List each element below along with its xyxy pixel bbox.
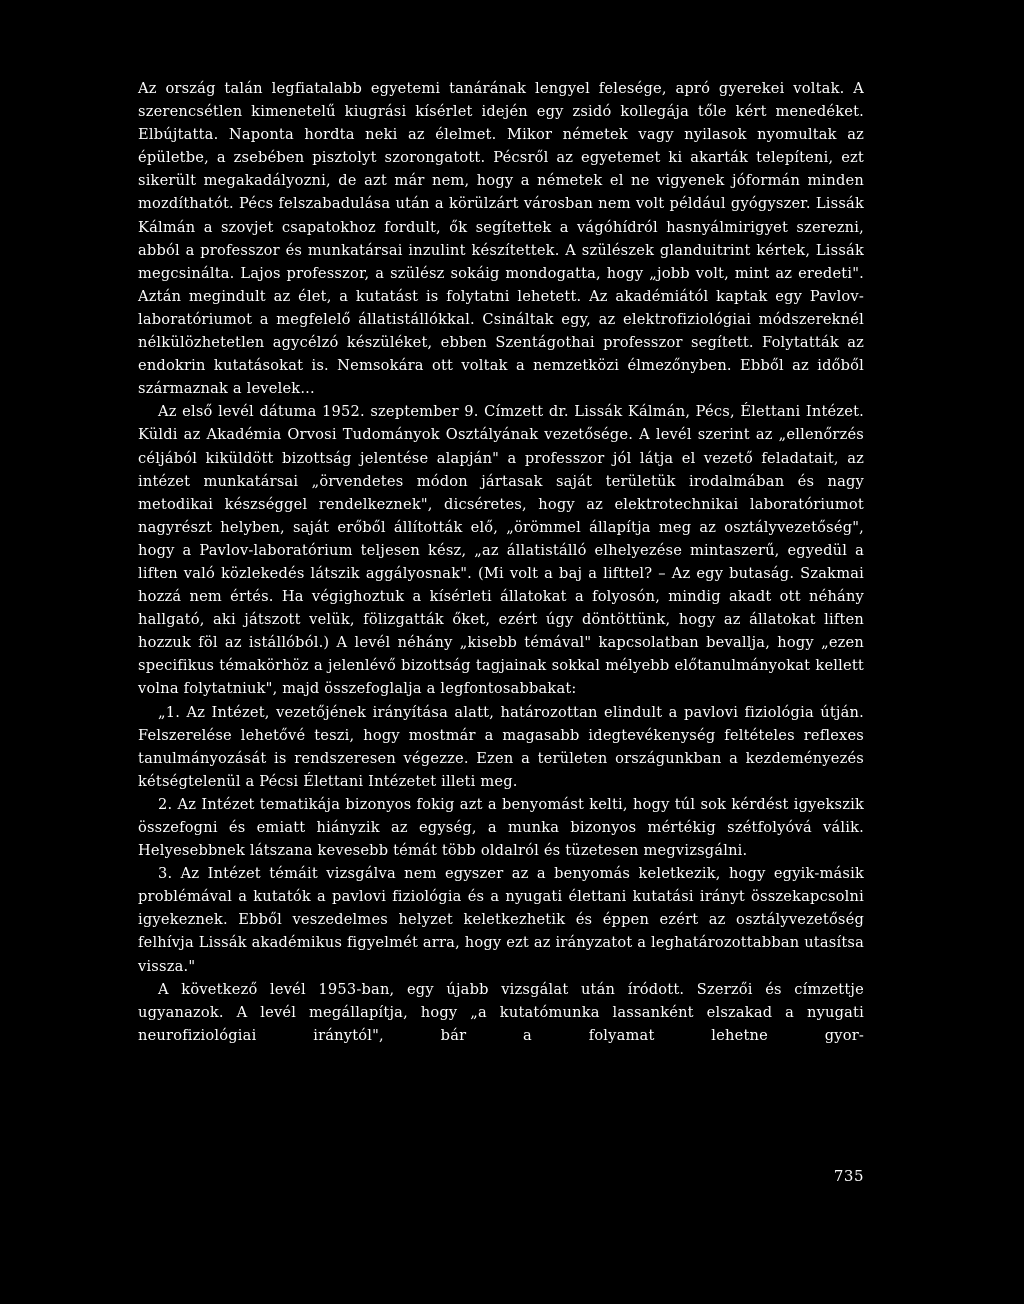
paragraph-4: 2. Az Intézet tematikája bizonyos fokig azt a benyomást kelti, hogy túl sok kérdést igyekszik összefogni és emiatt hiányzik az egység, a munka bizonyos mértékig szétfolyóvá válik. Helyesebbnek látszana kevesebb témát több oldalról és tüzetesen megvizsgálni. [138, 795, 864, 860]
paragraph-5: 3. Az Intézet témáit vizsgálva nem egyszer az a benyomás keletkezik, hogy egyik-másik problémával a kutatók a pavlovi fiziológia és a nyugati élettani kutatási irányt összekapcsolni igyekeznek. Ebből veszedelmes helyzet keletkezhetik és éppen ezért az osztályvezetőség felhívja Lissák akadémikus figyelmét arra, hogy ezt az irányzatot a leghatározottabban utasítsa vissza." [138, 865, 864, 975]
paragraph-1: Az ország talán legfiatalabb egyetemi tanárának lengyel felesége, apró gyerekei voltak. A szerencsétlen kimenetelű kiugrási kísérlet idején egy zsidó kollegája tőle kért menedéket. Elbújtatta. Naponta hordta neki az élelmet. Mikor németek vagy nyilasok nyomultak az épületbe, a zsebében pisztolyt szorongatott. Pécsről az egyetemet ki akarták telepíteni, ezt sikerült megakadályozni, de azt már nem, hogy a németek el ne vigyenek jóformán minden mozdíthatót. Pécs felszabadulása után a körülzárt városban nem volt például gyógyszer. Lissák Kálmán a szovjet csapatokhoz fordult, ők segítettek a vágóhídról hasnyálmirigyet szerezni, abból a professzor és munkatársai inzulint készítettek. A szülészek glanduitrint kértek, Lissák megcsinálta. Lajos professzor, a szülész sokáig mondogatta, hogy „jobb volt, mint az eredeti". Aztán megindult az élet, a kutatást is folytatni lehetett. Az akadémiától kaptak egy Pavlov-laboratóriumot a megfelelő állatistállókkal. Csináltak egy, az elektrofiziológiai módszereknél nélkülözhetetlen agycélzó készüléket, ebben Szentágothai professzor segített. Folytatták az endokrin kutatásokat is. Nemsokára ott voltak a nemzetközi élmezőnyben. Ebből az időből származnak a levelek... [138, 80, 864, 398]
paragraph-6: A következő levél 1953-ban, egy újabb vizsgálat után íródott. Szerzői és címzettje ugyanazok. A levél megállapítja, hogy „a kutatómunka lassanként elszakad a nyugati neurofiziológiai iránytól", bár a folyamat lehetne gyor- [138, 980, 864, 1044]
paragraph-2: Az első levél dátuma 1952. szeptember 9. Címzett dr. Lissák Kálmán, Pécs, Élettani Intézet. Küldi az Akadémia Orvosi Tudományok Osztályának vezetősége. A levél szerint az „ellenőrzés céljából kiküldött bizottság jelentése alapján" a professzor jól látja el vezető feladatait, az intézet munkatársai „örvendetes módon jártasak saját területük irodalmában és nagy metodikai készséggel rendelkeznek", dicséretes, hogy az elektrotechnikai laboratóriumot nagyrészt helyben, saját erőből állították elő, „örömmel állapítja meg az osztályvezetőség", hogy a Pavlov-laboratórium teljesen kész, „az állatistálló elhelyezése mintaszerű, egyedül a liften való közlekedés látszik aggályosnak". (Mi volt a baj a lifttel? – Az egy butaság. Szakmai hozzá nem értés. Ha végighoztuk a kísérleti állatokat a folyosón, mindig akadt ott néhány hallgató, aki játszott velük, fölizgatták őket, ezért úgy döntöttünk, hogy az állatokat liften hozzuk föl az istállóból.) A levél néhány „kisebb témával" kapcsolatban bevallja, hogy „ezen specifikus témakörhöz a jelenlévő bizottság tagjainak sokkal mélyebb előtanulmányokat kellett volna folytatniuk", majd összefoglalja a legfontosabbakat: [138, 403, 864, 698]
paragraph-3: „1. Az Intézet, vezetőjének irányítása alatt, határozottan elindult a pavlovi fiziológia útján. Felszerelése lehetővé teszi, hogy mostmár a magasabb idegtevékenység feltételes reflexes tanulmányozását is rendszeresen végezze. Ezen a területen országunkban a kezdeményezés kétségtelenül a Pécsi Élettani Intézetet illeti meg. [138, 703, 864, 790]
page-number: 735 [833, 1167, 864, 1185]
body-text [138, 77, 864, 1047]
